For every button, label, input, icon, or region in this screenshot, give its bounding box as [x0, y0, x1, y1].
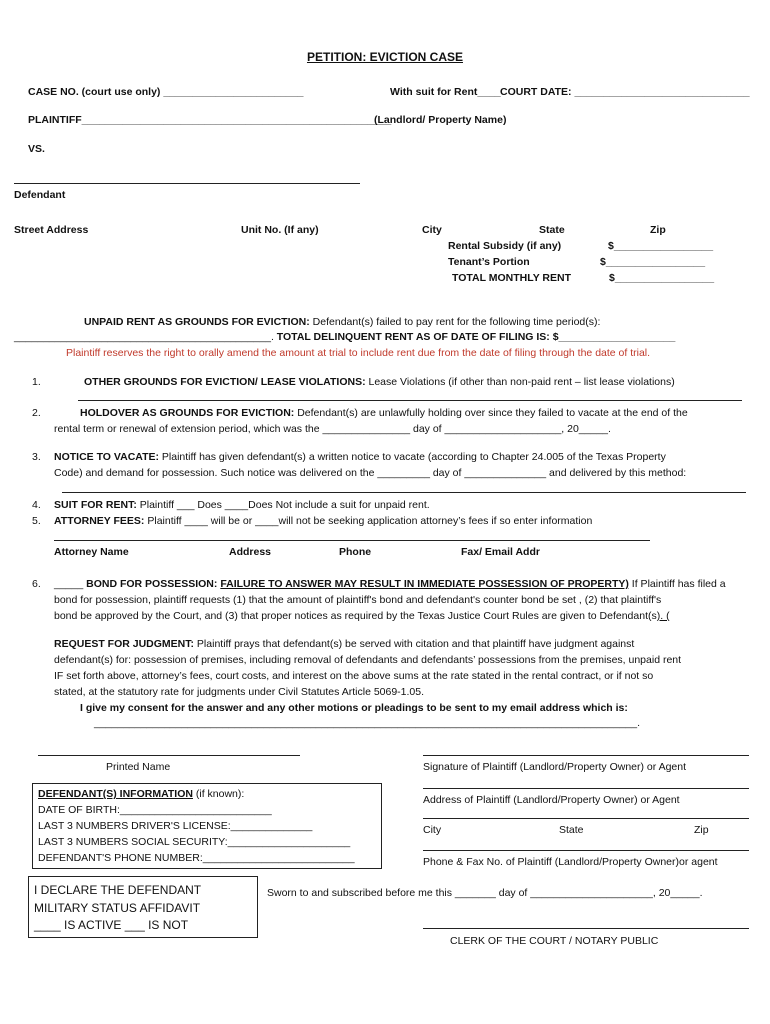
item-3-body: Plaintiff has given defendant(s) a written notice to vacate (according to Chapter 24.005 of the Texas Property — [159, 451, 666, 463]
case-number-field[interactable]: CASE NO. (court use only) ________________________ — [28, 86, 304, 98]
rental-subsidy-label: Rental Subsidy (if any) — [448, 240, 562, 252]
holdover-dates-line[interactable]: rental term or renewal of extension period, which was the _______________ day of ____________________, 20_____. — [54, 423, 611, 435]
request-line-4: stated, at the statutory rate for judgments under Civil Statutes Article 5069-1.05. — [54, 686, 425, 698]
amend-note: Plaintiff reserves the right to orally amend the amount at trial to include rent due from the date of filing through the date of trial. — [66, 347, 651, 359]
defendant-dl-field[interactable]: LAST 3 NUMBERS DRIVER'S LICENSE:______________ — [38, 820, 313, 832]
item-5-body[interactable]: Plaintiff ____ will be or ____will not be seeking application attorney’s fees if so enter information — [144, 515, 593, 527]
city-state-zip-line[interactable] — [423, 818, 749, 819]
request-l1: Plaintiff prays that defendant(s) be served with citation and that plaintiff have judgment against — [194, 638, 635, 650]
item-3-heading: NOTICE TO VACATE: — [54, 451, 159, 463]
item-3-text — [54, 451, 666, 463]
rental-subsidy-field[interactable]: $_________________ — [608, 240, 714, 252]
defendant-dob-field[interactable]: DATE OF BIRTH:__________________________ — [38, 804, 272, 816]
item-4-text[interactable] — [54, 499, 430, 511]
period-blank[interactable]: ____________________________________________. — [14, 331, 274, 343]
request-line-3: IF set forth above, attorney’s fees, court costs, and interest on the above sums at the rate stated in the rental contract, or if not so — [54, 670, 654, 682]
request-line-2: defendant(s) for: possession of premises, including removal of defendants and defendants’ possessions from the premises, unpaid rent — [54, 654, 682, 666]
plaintiff-suffix: (Landlord/ Property Name) — [374, 114, 507, 126]
delivery-method-line[interactable] — [62, 492, 746, 493]
total-rent-label: TOTAL MONTHLY RENT — [452, 272, 572, 284]
attorney-info-line[interactable] — [54, 540, 650, 541]
unpaid-rent-text: Defendant(s) failed to pay rent for the following time period(s): — [309, 316, 601, 328]
military-line-2: MILITARY STATUS AFFIDAVIT — [34, 901, 201, 915]
item-number: 4. — [32, 499, 41, 511]
city-label: City — [423, 824, 442, 836]
suit-for-rent-field[interactable]: With suit for Rent____ — [390, 86, 501, 98]
defendant-label: Defendant — [14, 189, 66, 201]
defendant-line[interactable] — [14, 183, 360, 184]
notice-delivery-line[interactable]: Code) and demand for possession. Such notice was delivered on the _________ day of ______________ and delivered by this method: — [54, 467, 687, 479]
item-5-heading: ATTORNEY FEES: — [54, 515, 145, 527]
lease-violations-line[interactable] — [78, 400, 742, 401]
zip-label: Zip — [694, 824, 709, 836]
printed-name-line[interactable] — [38, 755, 300, 756]
item-6-line-3-text: bond be approved by the Court, and (3) that proper notices as required by the Texas Justice Court Rules are given to Defendant(s — [54, 610, 657, 622]
item-6-line-3-end: ). ( — [656, 610, 670, 622]
total-rent-field[interactable]: $_________________ — [609, 272, 715, 284]
item-6-body: If Plaintiff has filed a — [628, 578, 726, 590]
email-consent: I give my consent for the answer and any other motions or pleadings to be sent to my email address which is: — [80, 702, 628, 714]
plaintiff-signature-label: Signature of Plaintiff (Landlord/Property Owner) or Agent — [423, 761, 687, 773]
military-line-1: I DECLARE THE DEFENDANT — [34, 883, 202, 897]
state-label: State — [539, 224, 565, 236]
street-address-label: Street Address — [14, 224, 89, 236]
plaintiff-address-line[interactable] — [423, 788, 749, 789]
plaintiff-field[interactable]: PLAINTIFF_____________________________________________________ — [28, 114, 392, 126]
email-address-field[interactable]: _____________________________________________________________________________________________. — [94, 717, 640, 729]
vs-label: VS. — [28, 143, 45, 155]
defendant-info-heading: DEFENDANT(S) INFORMATION — [38, 788, 193, 800]
item-2-heading: HOLDOVER AS GROUNDS FOR EVICTION: — [80, 407, 295, 419]
plaintiff-phone-line[interactable] — [423, 850, 749, 851]
item-4-heading: SUIT FOR RENT: — [54, 499, 137, 511]
item-6-text — [54, 578, 726, 590]
delinquent-rent-line[interactable] — [14, 331, 675, 343]
bond-checkbox-blank[interactable]: _____ — [54, 578, 84, 590]
item-5-text[interactable] — [54, 515, 592, 527]
request-heading: REQUEST FOR JUDGMENT: — [54, 638, 195, 650]
item-number: 2. — [32, 407, 41, 419]
plaintiff-phone-label: Phone & Fax No. of Plaintiff (Landlord/Property Owner)or agent — [423, 856, 718, 868]
printed-name-label: Printed Name — [106, 761, 171, 773]
item-number: 3. — [32, 451, 41, 463]
plaintiff-signature-line[interactable] — [423, 755, 749, 756]
item-number: 5. — [32, 515, 41, 527]
item-number: 6. — [32, 578, 41, 590]
item-6-line-2: bond for possession, plaintiff requests (1) that the amount of plaintiff's bond and defendant's counter bond be set , (2) that plaintiff's — [54, 594, 662, 606]
unit-label: Unit No. (If any) — [241, 224, 319, 236]
sworn-statement[interactable]: Sworn to and subscribed before me this _______ day of _____________________, 20_____. — [267, 887, 703, 899]
zip-label: Zip — [650, 224, 666, 236]
tenants-portion-field[interactable]: $_________________ — [600, 256, 706, 268]
item-number: 1. — [32, 376, 41, 388]
attorney-name-label: Attorney Name — [54, 546, 129, 558]
city-label: City — [422, 224, 442, 236]
defendant-info-suffix: (if known): — [192, 788, 245, 800]
military-status-options[interactable]: ____ IS ACTIVE ___ IS NOT — [34, 918, 189, 932]
plaintiff-address-label: Address of Plaintiff (Landlord/Property Owner) or Agent — [423, 794, 680, 806]
item-2-text — [80, 407, 688, 419]
court-date-field[interactable]: COURT DATE: ______________________________ — [500, 86, 750, 98]
tenants-portion-label: Tenant’s Portion — [448, 256, 530, 268]
request-line-1 — [54, 638, 634, 650]
clerk-label: CLERK OF THE COURT / NOTARY PUBLIC — [450, 935, 659, 947]
state-label: State — [559, 824, 584, 836]
item-1-body: Lease Violations (if other than non-paid rent – list lease violations) — [365, 376, 675, 388]
unpaid-rent-line — [84, 316, 600, 328]
item-4-body[interactable]: Plaintiff ___ Does ____Does Not include a suit for unpaid rent. — [136, 499, 430, 511]
delinquent-total[interactable]: TOTAL DELINQUENT RENT AS OF DATE OF FILING IS: $____________________ — [273, 331, 676, 343]
page-title: PETITION: EVICTION CASE — [306, 50, 463, 64]
item-1-text — [84, 376, 675, 388]
item-6-heading: BOND FOR POSSESSION: — [83, 578, 221, 590]
item-1-heading: OTHER GROUNDS FOR EVICTION/ LEASE VIOLATIONS: — [84, 376, 366, 388]
defendant-info-heading-line — [38, 788, 244, 800]
attorney-fax-label: Fax/ Email Addr — [461, 546, 540, 558]
unpaid-rent-heading: UNPAID RENT AS GROUNDS FOR EVICTION: — [84, 316, 310, 328]
item-6-line-3 — [54, 610, 670, 622]
attorney-phone-label: Phone — [339, 546, 372, 558]
item-6-warning: FAILURE TO ANSWER MAY RESULT IN IMMEDIATE POSSESSION OF PROPERTY) — [220, 578, 629, 590]
clerk-signature-line[interactable] — [423, 928, 749, 929]
attorney-address-label: Address — [229, 546, 272, 558]
item-2-body: Defendant(s) are unlawfully holding over since they failed to vacate at the end of the — [294, 407, 688, 419]
defendant-phone-field[interactable]: DEFENDANT'S PHONE NUMBER:__________________________ — [38, 852, 355, 864]
defendant-ssn-field[interactable]: LAST 3 NUMBERS SOCIAL SECURITY:_____________________ — [38, 836, 351, 848]
